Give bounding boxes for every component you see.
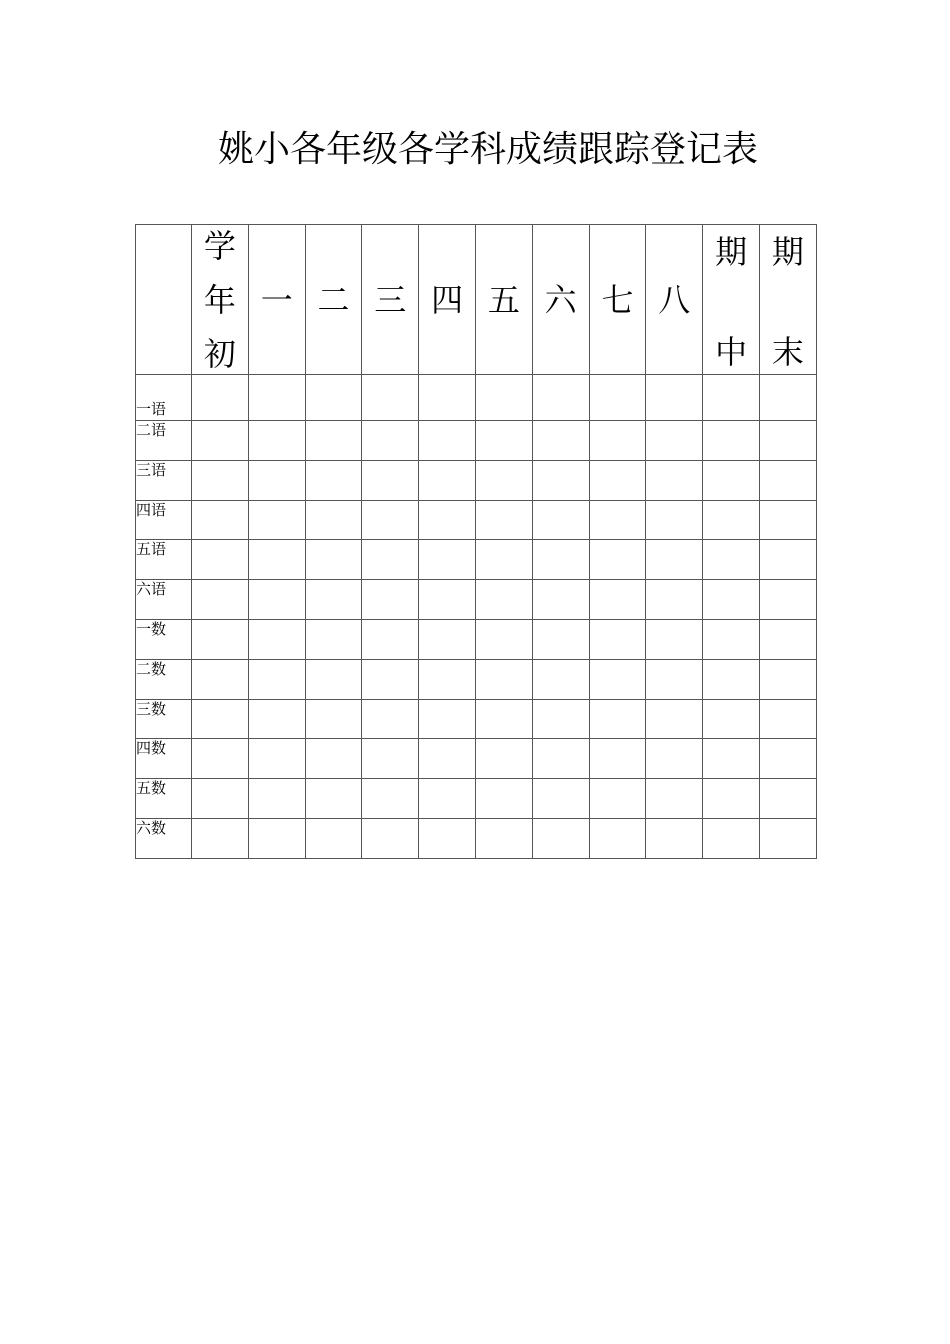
score-cell[interactable] — [589, 421, 646, 461]
row-label: 五数 — [136, 779, 192, 819]
score-cell[interactable] — [759, 739, 816, 779]
score-cell[interactable] — [646, 540, 703, 580]
score-cell[interactable] — [475, 500, 532, 540]
score-cell[interactable] — [532, 540, 589, 580]
score-cell[interactable] — [362, 540, 419, 580]
score-cell[interactable] — [419, 779, 476, 819]
score-cell[interactable] — [419, 659, 476, 699]
score-cell[interactable] — [703, 580, 760, 620]
score-cell[interactable] — [192, 375, 249, 421]
score-cell[interactable] — [248, 779, 305, 819]
score-cell[interactable] — [305, 540, 362, 580]
score-cell[interactable] — [362, 699, 419, 739]
table-row — [136, 659, 817, 699]
score-cell[interactable] — [532, 500, 589, 540]
score-cell[interactable] — [248, 659, 305, 699]
score-cell[interactable] — [532, 739, 589, 779]
column-header — [703, 225, 760, 375]
score-cell[interactable] — [532, 659, 589, 699]
score-cell[interactable] — [248, 540, 305, 580]
score-cell[interactable] — [475, 739, 532, 779]
score-cell[interactable] — [419, 460, 476, 500]
row-label: 一数 — [136, 619, 192, 659]
score-cell[interactable] — [305, 619, 362, 659]
score-cell[interactable] — [759, 580, 816, 620]
score-cell[interactable] — [248, 619, 305, 659]
score-cell[interactable] — [419, 739, 476, 779]
score-cell[interactable] — [759, 375, 816, 421]
score-cell[interactable] — [192, 699, 249, 739]
header-char: 学 — [203, 226, 236, 265]
score-cell[interactable] — [475, 699, 532, 739]
score-cell[interactable] — [248, 375, 305, 421]
table-row — [136, 619, 817, 659]
score-cell[interactable] — [362, 500, 419, 540]
score-cell[interactable] — [248, 421, 305, 461]
score-cell[interactable] — [192, 460, 249, 500]
score-cell[interactable] — [419, 500, 476, 540]
score-cell[interactable] — [646, 421, 703, 461]
table-row — [136, 375, 817, 421]
score-cell[interactable] — [475, 818, 532, 858]
column-header-label — [192, 226, 248, 373]
row-label: 四语 — [136, 500, 192, 540]
score-cell[interactable] — [362, 619, 419, 659]
column-header: 一 — [248, 225, 305, 375]
score-cell[interactable] — [646, 659, 703, 699]
score-cell[interactable] — [532, 375, 589, 421]
score-cell[interactable] — [646, 580, 703, 620]
score-cell[interactable] — [305, 739, 362, 779]
score-cell[interactable] — [532, 619, 589, 659]
header-char: 年 — [203, 280, 236, 319]
score-cell[interactable] — [532, 779, 589, 819]
score-cell[interactable] — [589, 540, 646, 580]
score-cell[interactable] — [305, 500, 362, 540]
score-cell[interactable] — [703, 421, 760, 461]
score-cell[interactable] — [192, 818, 249, 858]
score-cell[interactable] — [419, 818, 476, 858]
row-label: 三数 — [136, 699, 192, 739]
score-cell[interactable] — [759, 659, 816, 699]
column-header: 五 — [475, 225, 532, 375]
column-header: 六 — [532, 225, 589, 375]
score-cell[interactable] — [362, 421, 419, 461]
score-cell[interactable] — [248, 699, 305, 739]
score-cell[interactable] — [305, 460, 362, 500]
score-cell[interactable] — [362, 659, 419, 699]
header-char: 中 — [715, 332, 748, 371]
score-cell[interactable] — [589, 460, 646, 500]
header-char: 末 — [771, 332, 804, 371]
score-cell[interactable] — [703, 739, 760, 779]
row-label: 六数 — [136, 818, 192, 858]
score-cell[interactable] — [759, 500, 816, 540]
table-row — [136, 699, 817, 739]
row-label: 六语 — [136, 580, 192, 620]
score-cell[interactable] — [759, 421, 816, 461]
row-label: 三语 — [136, 460, 192, 500]
score-cell[interactable] — [362, 580, 419, 620]
column-header: 三 — [362, 225, 419, 375]
score-cell[interactable] — [759, 619, 816, 659]
score-cell[interactable] — [646, 500, 703, 540]
score-cell[interactable] — [703, 779, 760, 819]
score-cell[interactable] — [248, 460, 305, 500]
header-char: 期 — [715, 232, 748, 271]
score-cell[interactable] — [646, 818, 703, 858]
score-cell[interactable] — [305, 659, 362, 699]
score-cell[interactable] — [305, 699, 362, 739]
score-cell[interactable] — [703, 659, 760, 699]
score-cell[interactable] — [759, 540, 816, 580]
column-header — [192, 225, 249, 375]
row-label: 四数 — [136, 739, 192, 779]
score-cell[interactable] — [305, 421, 362, 461]
table-body — [136, 375, 817, 859]
score-cell[interactable] — [305, 375, 362, 421]
table-row — [136, 580, 817, 620]
score-cell[interactable] — [703, 540, 760, 580]
score-cell[interactable] — [589, 375, 646, 421]
score-cell[interactable] — [646, 739, 703, 779]
score-cell[interactable] — [703, 460, 760, 500]
score-cell[interactable] — [248, 739, 305, 779]
score-cell[interactable] — [703, 375, 760, 421]
header-char: 期 — [771, 232, 804, 271]
score-cell[interactable] — [192, 500, 249, 540]
score-cell[interactable] — [475, 619, 532, 659]
score-cell[interactable] — [589, 739, 646, 779]
score-cell[interactable] — [532, 818, 589, 858]
score-cell[interactable] — [589, 500, 646, 540]
column-header: 八 — [646, 225, 703, 375]
score-cell[interactable] — [646, 375, 703, 421]
row-label: 二数 — [136, 659, 192, 699]
table-row — [136, 500, 817, 540]
score-cell[interactable] — [419, 540, 476, 580]
score-cell[interactable] — [305, 818, 362, 858]
score-cell[interactable] — [759, 818, 816, 858]
column-header: 四 — [419, 225, 476, 375]
score-cell[interactable] — [589, 779, 646, 819]
score-cell[interactable] — [192, 580, 249, 620]
column-header: 二 — [305, 225, 362, 375]
score-cell[interactable] — [419, 375, 476, 421]
row-label: 二语 — [136, 421, 192, 461]
score-cell[interactable] — [192, 540, 249, 580]
score-cell[interactable] — [362, 779, 419, 819]
score-cell[interactable] — [703, 699, 760, 739]
score-cell[interactable] — [475, 580, 532, 620]
page-title: 姚小各年级各学科成绩跟踪登记表 — [217, 129, 758, 170]
score-cell[interactable] — [759, 460, 816, 500]
table-row — [136, 540, 817, 580]
score-cell[interactable] — [589, 818, 646, 858]
table-row — [136, 460, 817, 500]
score-cell[interactable] — [646, 619, 703, 659]
score-cell[interactable] — [703, 818, 760, 858]
score-cell[interactable] — [589, 580, 646, 620]
score-cell[interactable] — [759, 779, 816, 819]
score-cell[interactable] — [419, 421, 476, 461]
score-cell[interactable] — [475, 659, 532, 699]
score-cell[interactable] — [759, 699, 816, 739]
score-cell[interactable] — [589, 699, 646, 739]
corner-cell — [136, 225, 192, 375]
score-cell[interactable] — [419, 619, 476, 659]
score-cell[interactable] — [362, 375, 419, 421]
table-row — [136, 818, 817, 858]
score-cell[interactable] — [532, 460, 589, 500]
score-cell[interactable] — [248, 818, 305, 858]
score-cell[interactable] — [192, 659, 249, 699]
header-char: 初 — [203, 334, 236, 373]
table-row — [136, 779, 817, 819]
score-cell[interactable] — [646, 460, 703, 500]
row-label: 五语 — [136, 540, 192, 580]
column-header — [759, 225, 816, 375]
score-cell[interactable] — [362, 460, 419, 500]
score-cell[interactable] — [248, 580, 305, 620]
score-tracking-table — [135, 224, 817, 859]
score-cell[interactable] — [589, 659, 646, 699]
column-header-label — [703, 232, 759, 371]
score-cell[interactable] — [589, 619, 646, 659]
score-cell[interactable] — [532, 580, 589, 620]
score-cell[interactable] — [419, 580, 476, 620]
header-row — [136, 225, 817, 375]
score-cell[interactable] — [248, 500, 305, 540]
score-cell[interactable] — [305, 580, 362, 620]
score-cell[interactable] — [192, 779, 249, 819]
score-cell[interactable] — [192, 421, 249, 461]
row-label: 一语 — [136, 375, 192, 421]
score-cell[interactable] — [646, 699, 703, 739]
score-cell[interactable] — [475, 460, 532, 500]
table-row — [136, 421, 817, 461]
column-header-label — [760, 232, 816, 371]
score-cell[interactable] — [532, 699, 589, 739]
score-cell[interactable] — [192, 739, 249, 779]
score-cell[interactable] — [475, 375, 532, 421]
table-row — [136, 739, 817, 779]
score-cell[interactable] — [475, 540, 532, 580]
score-cell[interactable] — [475, 779, 532, 819]
score-cell[interactable] — [419, 699, 476, 739]
score-cell[interactable] — [646, 779, 703, 819]
column-header: 七 — [589, 225, 646, 375]
score-cell[interactable] — [703, 619, 760, 659]
score-cell[interactable] — [192, 619, 249, 659]
score-cell[interactable] — [532, 421, 589, 461]
score-cell[interactable] — [475, 421, 532, 461]
score-cell[interactable] — [703, 500, 760, 540]
score-cell[interactable] — [362, 739, 419, 779]
score-cell[interactable] — [362, 818, 419, 858]
score-cell[interactable] — [305, 779, 362, 819]
